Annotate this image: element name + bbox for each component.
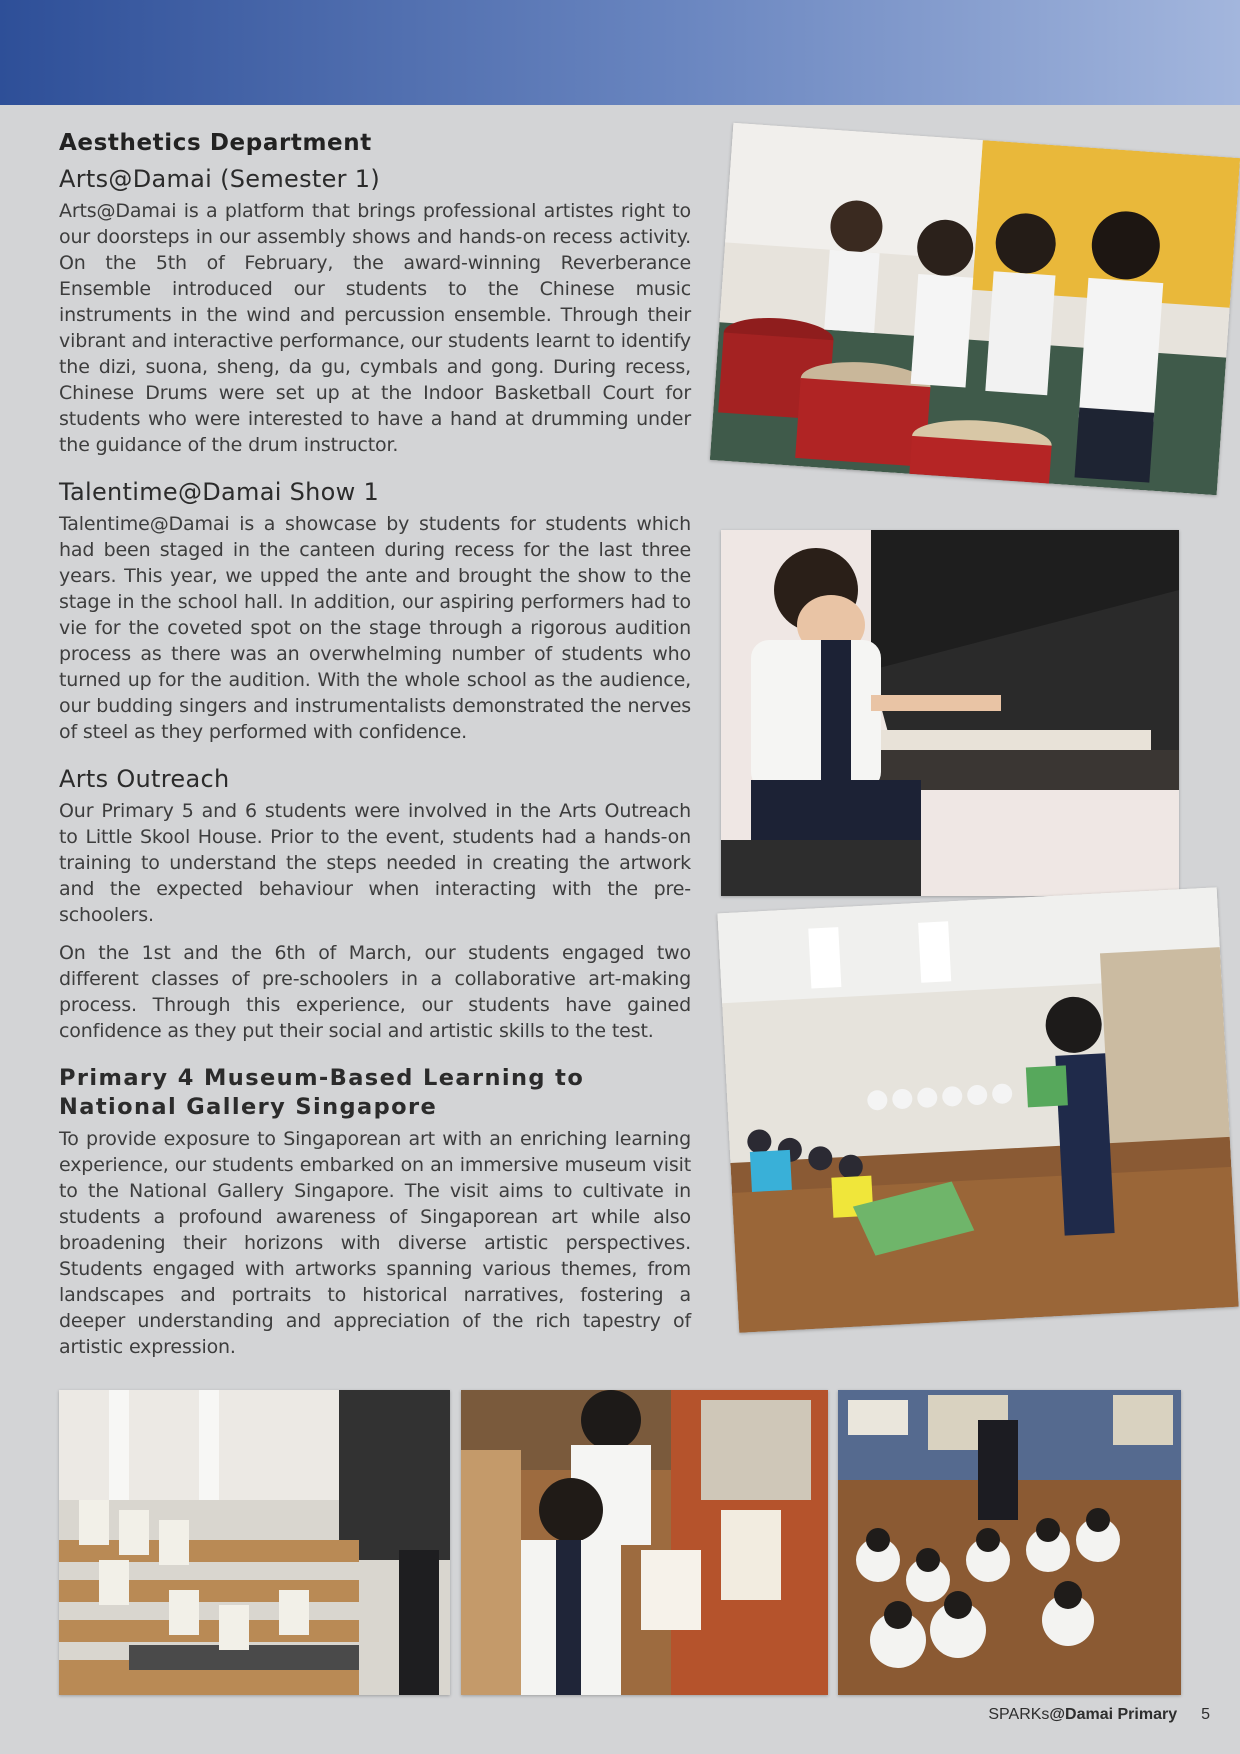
publication-name: SPARKs (988, 1706, 1050, 1723)
department-heading: Aesthetics Department (59, 130, 372, 156)
section-paragraph: On the 1st and the 6th of March, our students engaged two different classes of pre-schoolers in a collaborative art-making process. Through this experience, our students have gained confidence as they put their social and artistic skills to the test. (59, 942, 691, 1042)
page-footer (988, 1706, 1210, 1724)
section-talentime (59, 478, 691, 745)
page-number: 5 (1201, 1706, 1210, 1723)
section-arts-damai (59, 165, 691, 458)
section-paragraph: To provide exposure to Singaporean art with an enriching learning experience, our students embarked on an immersive museum visit to the National Gallery Singapore. The visit aims to cultivate in students a profound awareness of Singaporean art while also broadening their horizons with diverse artistic perspectives. Students engaged with artworks spanning various themes, from landscapes and portraits to historical narratives, fostering a deeper understanding and appreciation of the rich tapestry of artistic expression. (59, 1128, 691, 1358)
photo-arts-outreach (717, 887, 1238, 1333)
article-column (59, 130, 691, 1380)
section-arts-outreach (59, 765, 691, 1044)
section-paragraph: Our Primary 5 and 6 students were involved in the Arts Outreach to Little Skool House. Prior to the event, students had a hands-on training to understand the steps needed in creating the artwork and the expected behaviour when interacting with the pre-schoolers. (59, 800, 691, 926)
section-paragraph: Arts@Damai is a platform that brings professional artistes right to our doorsteps in our assembly shows and hands-on recess activity. On the 5th of February, the award-winning Reverberance Ensemble introduced our students to the Chinese music instruments in the wind and percussion ensemble. Through their vibrant and interactive performance, our students learnt to identify the dizi, suona, sheng, da gu, cymbals and gong. During recess, Chinese Drums were set up at the Indoor Basketball Court for students who were interested to have a hand at drumming under the guidance of the drum instructor. (59, 200, 691, 456)
photo-piano-performer (721, 530, 1179, 896)
school-name: @Damai Primary (1049, 1706, 1178, 1723)
header-banner (0, 0, 1240, 105)
photo-museum-artwork (461, 1390, 828, 1695)
photo-museum-steps (59, 1390, 450, 1695)
section-title: Talentime@Damai Show 1 (59, 478, 380, 506)
section-title: Primary 4 Museum-Based Learning to National Gallery Singapore (59, 1065, 585, 1120)
section-title: Arts Outreach (59, 765, 230, 793)
photo-chinese-drums (710, 123, 1240, 496)
section-museum-learning (59, 1064, 691, 1360)
section-paragraph: Talentime@Damai is a showcase by students for students which had been staged in the canteen during recess for the last three years. This year, we upped the ante and brought the show to the stage in the school hall. In addition, our aspiring performers had to vie for the coveted spot on the stage through a rigorous audition process as there was an overwhelming number of students who turned up for the audition. With the whole school as the audience, our budding singers and instrumentalists demonstrated the nerves of steel as they performed with confidence. (59, 513, 691, 743)
section-title: Arts@Damai (Semester 1) (59, 165, 380, 193)
photo-gallery-session (838, 1390, 1181, 1695)
